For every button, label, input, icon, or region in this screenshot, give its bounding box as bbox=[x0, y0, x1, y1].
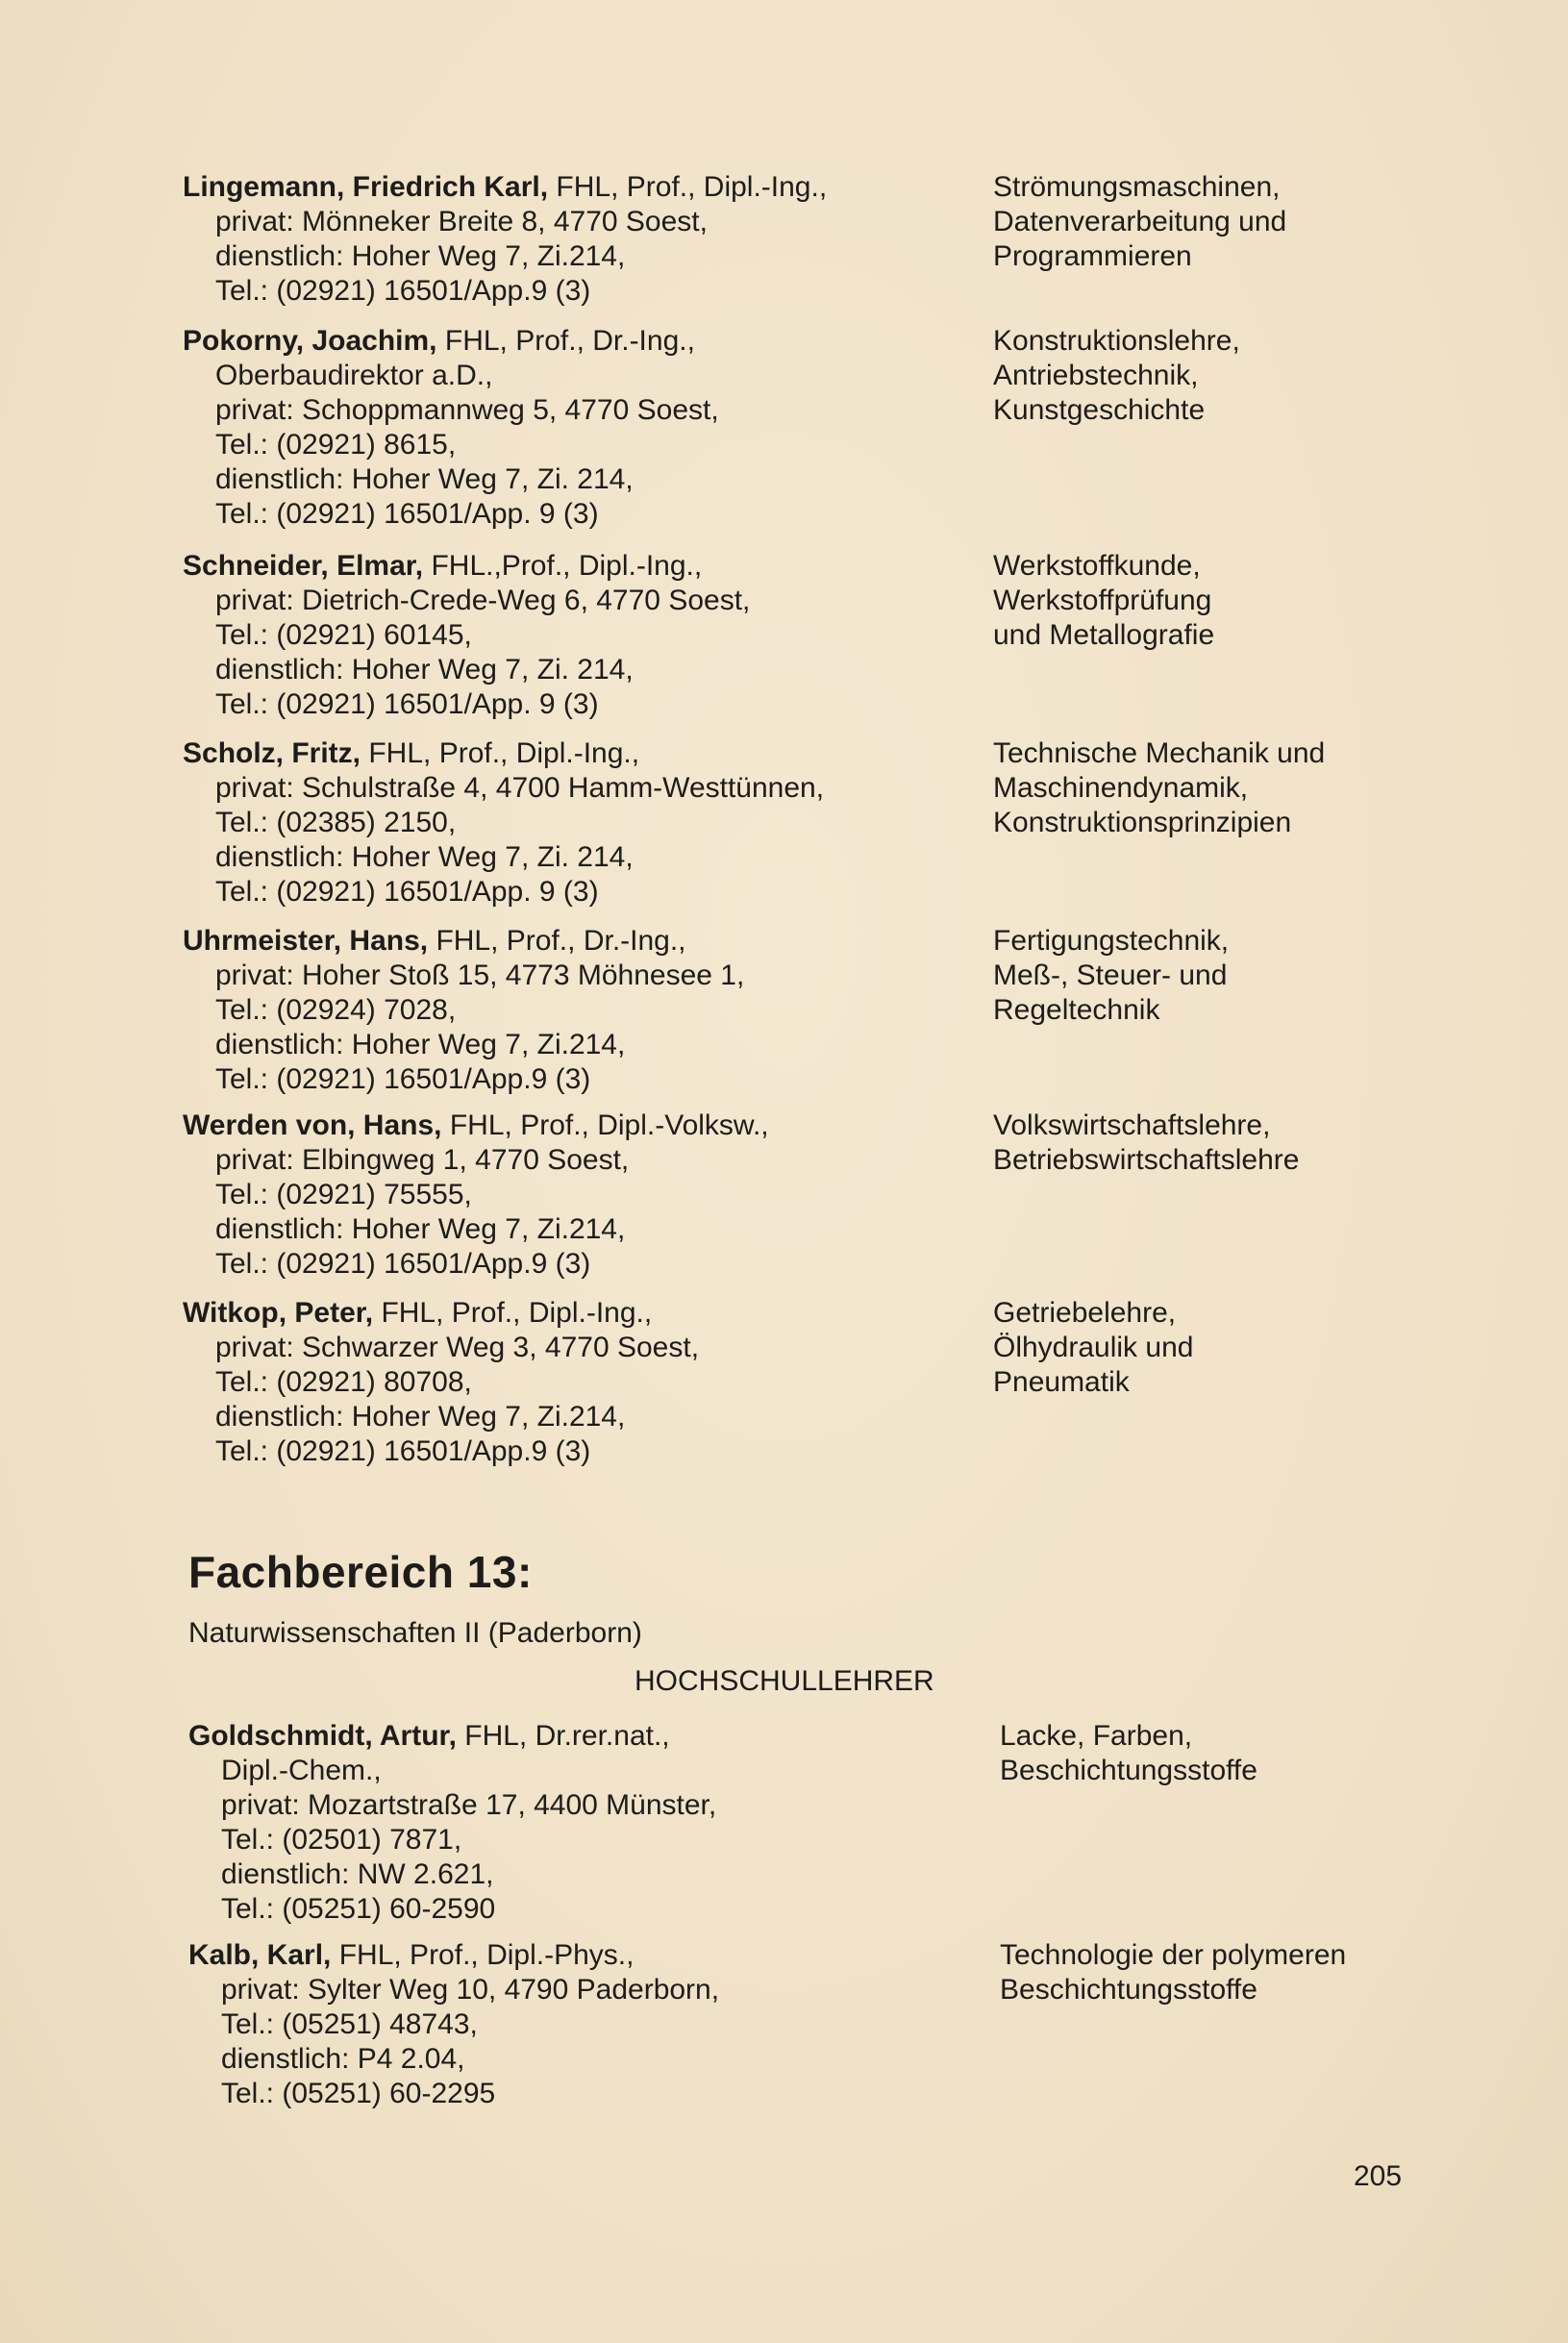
subject-line: Konstruktionslehre, bbox=[993, 325, 1240, 357]
person-details bbox=[183, 170, 971, 309]
subject-areas bbox=[993, 549, 1531, 653]
person-title: FHL, Prof., Dipl.-Ing., bbox=[373, 1297, 653, 1329]
subject-line: Maschinendynamik, bbox=[993, 772, 1249, 804]
subject-line: Kunstgeschichte bbox=[993, 394, 1206, 426]
section-subtitle: Naturwissenschaften II (Paderborn) bbox=[188, 1617, 642, 1649]
subject-line: Datenverarbeitung und bbox=[993, 206, 1287, 237]
person-heading bbox=[183, 1296, 971, 1331]
detail-line: privat: Mönneker Breite 8, 4770 Soest, bbox=[215, 206, 708, 237]
subject-areas bbox=[1000, 1719, 1538, 1788]
person-title: FHL, Prof., Dipl.-Ing., bbox=[361, 737, 640, 769]
person-title: FHL.,Prof., Dipl.-Ing., bbox=[423, 550, 703, 582]
detail-line: Tel.: (02921) 16501/App. 9 (3) bbox=[215, 688, 599, 720]
detail-line: privat: Schwarzer Weg 3, 4770 Soest, bbox=[215, 1332, 700, 1363]
detail-line: privat: Dietrich-Crede-Weg 6, 4770 Soest, bbox=[215, 585, 751, 616]
person-details bbox=[188, 1938, 977, 2111]
section-title: Fachbereich 13: bbox=[188, 1547, 533, 1597]
subject-line: Betriebswirtschaftslehre bbox=[993, 1144, 1300, 1176]
detail-line: dienstlich: Hoher Weg 7, Zi.214, bbox=[215, 1213, 626, 1245]
person-details bbox=[183, 924, 971, 1097]
subject-line: Technologie der polymeren bbox=[1000, 1939, 1347, 1971]
subject-line: Fertigungstechnik, bbox=[993, 925, 1230, 957]
person-details bbox=[183, 1296, 971, 1469]
person-details bbox=[188, 1719, 977, 1927]
person-heading bbox=[183, 324, 971, 359]
subject-line: Konstruktionsprinzipien bbox=[993, 807, 1292, 838]
person-heading bbox=[183, 1109, 971, 1143]
detail-line: Tel.: (02921) 16501/App.9 (3) bbox=[215, 1063, 591, 1095]
detail-line: Tel.: (02921) 8615, bbox=[215, 429, 457, 461]
person-details bbox=[183, 1109, 971, 1282]
subject-areas bbox=[993, 170, 1531, 274]
detail-line: privat: Elbingweg 1, 4770 Soest, bbox=[215, 1144, 630, 1176]
subject-areas bbox=[1000, 1938, 1538, 2007]
person-name: Uhrmeister, Hans, bbox=[183, 925, 429, 957]
subject-line: Antriebstechnik, bbox=[993, 360, 1199, 391]
person-heading bbox=[188, 1938, 977, 1973]
subject-line: Technische Mechanik und bbox=[993, 737, 1326, 769]
detail-line: Tel.: (02921) 80708, bbox=[215, 1366, 472, 1398]
detail-line: privat: Schoppmannweg 5, 4770 Soest, bbox=[215, 394, 719, 426]
person-name: Lingemann, Friedrich Karl, bbox=[183, 171, 549, 203]
detail-line: dienstlich: NW 2.621, bbox=[221, 1858, 494, 1890]
subject-line: Lacke, Farben, bbox=[1000, 1720, 1193, 1752]
person-title: FHL, Prof., Dr.-Ing., bbox=[428, 925, 686, 957]
person-name: Goldschmidt, Artur, bbox=[188, 1720, 457, 1752]
subject-areas bbox=[993, 736, 1531, 840]
subject-line: Meß-, Steuer- und bbox=[993, 960, 1228, 991]
detail-line: dienstlich: Hoher Weg 7, Zi.214, bbox=[215, 1401, 626, 1433]
detail-line: dienstlich: Hoher Weg 7, Zi. 214, bbox=[215, 841, 634, 873]
detail-line: privat: Schulstraße 4, 4700 Hamm-Westtünnen, bbox=[215, 772, 825, 804]
person-heading bbox=[183, 736, 971, 771]
person-heading bbox=[188, 1719, 977, 1754]
subject-line: Programmieren bbox=[993, 240, 1192, 272]
detail-line: Tel.: (02924) 7028, bbox=[215, 994, 457, 1026]
subject-areas bbox=[993, 1296, 1531, 1400]
subject-areas bbox=[993, 1109, 1531, 1178]
person-details bbox=[183, 324, 971, 532]
detail-line: Tel.: (05251) 60-2590 bbox=[221, 1893, 496, 1925]
detail-line: Tel.: (02921) 16501/App. 9 (3) bbox=[215, 498, 599, 530]
detail-line: Tel.: (02921) 16501/App.9 (3) bbox=[215, 1248, 591, 1280]
detail-line: privat: Mozartstraße 17, 4400 Münster, bbox=[221, 1789, 717, 1821]
detail-line: Tel.: (02385) 2150, bbox=[215, 807, 457, 838]
detail-line: dienstlich: Hoher Weg 7, Zi.214, bbox=[215, 1029, 626, 1060]
person-name: Scholz, Fritz, bbox=[183, 737, 361, 769]
detail-line: dienstlich: P4 2.04, bbox=[221, 2043, 465, 2075]
subject-areas bbox=[993, 924, 1531, 1028]
detail-line: Tel.: (02921) 16501/App. 9 (3) bbox=[215, 876, 599, 908]
person-heading bbox=[183, 924, 971, 959]
detail-line: dienstlich: Hoher Weg 7, Zi. 214, bbox=[215, 463, 634, 495]
person-title: FHL, Dr.rer.nat., bbox=[456, 1720, 670, 1752]
detail-line: dienstlich: Hoher Weg 7, Zi.214, bbox=[215, 240, 626, 272]
subject-line: Beschichtungsstoffe bbox=[1000, 1974, 1257, 2006]
person-details bbox=[183, 549, 971, 722]
subject-line: Werkstoffprüfung bbox=[993, 585, 1212, 616]
detail-line: Tel.: (02921) 16501/App.9 (3) bbox=[215, 1435, 591, 1467]
person-heading bbox=[183, 170, 971, 205]
person-name: Kalb, Karl, bbox=[188, 1939, 332, 1971]
detail-line: Tel.: (02921) 75555, bbox=[215, 1179, 472, 1210]
person-details bbox=[183, 736, 971, 910]
detail-line: privat: Hoher Stoß 15, 4773 Möhnesee 1, bbox=[215, 960, 745, 991]
detail-line: Tel.: (02921) 60145, bbox=[215, 619, 472, 651]
subject-areas bbox=[993, 324, 1531, 428]
person-name: Witkop, Peter, bbox=[183, 1297, 374, 1329]
detail-line: Tel.: (05251) 60-2295 bbox=[221, 2078, 496, 2109]
detail-line: Dipl.-Chem., bbox=[221, 1755, 382, 1786]
subject-line: Werkstoffkunde, bbox=[993, 550, 1201, 582]
person-title: FHL, Prof., Dipl.-Volksw., bbox=[441, 1109, 769, 1141]
subject-line: Ölhydraulik und bbox=[993, 1332, 1194, 1363]
person-name: Pokorny, Joachim, bbox=[183, 325, 437, 357]
subject-line: Volkswirtschaftslehre, bbox=[993, 1109, 1271, 1141]
person-heading bbox=[183, 549, 971, 584]
person-name: Schneider, Elmar, bbox=[183, 550, 424, 582]
subject-line: Getriebelehre, bbox=[993, 1297, 1177, 1329]
subject-line: und Metallografie bbox=[993, 619, 1215, 651]
person-title: FHL, Prof., Dipl.-Phys., bbox=[331, 1939, 635, 1971]
person-title: FHL, Prof., Dr.-Ing., bbox=[436, 325, 695, 357]
subject-line: Regeltechnik bbox=[993, 994, 1160, 1026]
subject-line: Beschichtungsstoffe bbox=[1000, 1755, 1257, 1786]
subject-line: Strömungsmaschinen, bbox=[993, 171, 1281, 203]
detail-line: Tel.: (05251) 48743, bbox=[221, 2008, 478, 2040]
detail-line: Tel.: (02501) 7871, bbox=[221, 1824, 462, 1856]
subject-line: Pneumatik bbox=[993, 1366, 1130, 1398]
page-number: 205 bbox=[1354, 2160, 1403, 2192]
section-heading: HOCHSCHULLEHRER bbox=[635, 1665, 934, 1697]
person-name: Werden von, Hans, bbox=[183, 1109, 442, 1141]
detail-line: Tel.: (02921) 16501/App.9 (3) bbox=[215, 275, 591, 307]
detail-line: privat: Sylter Weg 10, 4790 Paderborn, bbox=[221, 1974, 720, 2006]
detail-line: Oberbaudirektor a.D., bbox=[215, 360, 493, 391]
detail-line: dienstlich: Hoher Weg 7, Zi. 214, bbox=[215, 654, 634, 685]
person-title: FHL, Prof., Dipl.-Ing., bbox=[548, 171, 828, 203]
